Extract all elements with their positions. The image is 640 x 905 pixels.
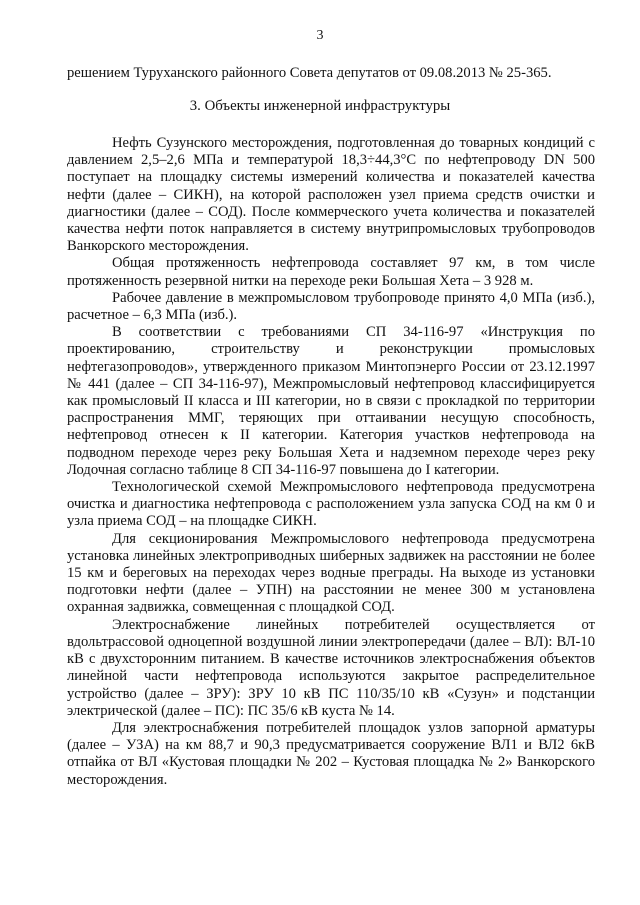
continuation-text: решением Туруханского районного Совета депутатов от 09.08.2013 № 25-365. xyxy=(67,65,552,81)
paragraph-power-supply: Электроснабжение линейных потребителей осуществляется от вдольтрассовой одноцепной воздушной линии электропередачи (далее – ВЛ): ВЛ-10 кВ с двухсторонним питанием. В качестве источников электроснабжения объектов линейной части нефтепровода используются закрытое распределительное устройство (далее – ЗРУ): ЗРУ 10 кВ ПС 110/35/10 кВ «Сузун» и подстанции электрической (далее – ПС): ПС 35/6 кВ куста № 14. xyxy=(67,616,595,719)
section-heading: 3. Объекты инженерной инфраструктуры xyxy=(189,98,451,114)
paragraph-valve-stations-power: Для электроснабжения потребителей площадок узлов запорной арматуры (далее – УЗА) на км 88,7 и 90,3 предусматривается сооружение ВЛ1 и ВЛ2 6кВ отпайка от ВЛ «Кустовая площадки № 202 – Кустовая площадка № 2» Ванкорского месторождения. xyxy=(67,719,595,788)
page-number: 3 xyxy=(316,28,324,43)
body-text xyxy=(67,135,595,789)
paragraph-technological-scheme: Технологической схемой Межпромыслового нефтепровода предусмотрена очистка и диагностика нефтепровода с расположением узла запуска СОД на км 0 и узла приема СОД – на площадке СИКН. xyxy=(67,479,595,530)
paragraph-classification: В соответствии с требованиями СП 34-116-97 «Инструкция по проектированию, строительству и реконструкции промысловых нефтегазопроводов», утвержденного приказом Минтопэнерго России от 23.12.1997 № 441 (далее – СП 34-116-97), Межпромысловый нефтепровод классифицируется как промысловый II класса и III категории, но в связи с прокладкой по территории распространения ММГ, теряющих при оттаивании несущую способность, нефтепровод отнесен к II категории. Категория участков нефтепровода на подводном переходе через реку Большая Хета и надземном переходе через реку Лодочная согласно таблице 8 СП 34-116-97 повышена до I категории. xyxy=(67,324,595,478)
paragraph-sectioning: Для секционирования Межпромыслового нефтепровода предусмотрена установка линейных электроприводных шиберных задвижек на расстоянии не более 15 км и береговых на переходах через водные преграды. На выходе из установки подготовки нефти (далее – УПН) на расстоянии не менее 300 м установлена охранная задвижка, совмещенная с площадкой СОД. xyxy=(67,530,595,616)
paragraph-working-pressure: Рабочее давление в межпромысловом трубопроводе принято 4,0 МПа (изб.), расчетное – 6,3 МПа (изб.). xyxy=(67,289,595,324)
paragraph-oil-flow: Нефть Сузунского месторождения, подготовленная до товарных кондиций с давлением 2,5–2,6 МПа и температурой 18,3÷44,3°С по нефтепроводу DN 500 поступает на площадку системы измерений количества и показателей качества нефти (далее – СИКН), на которой расположен узел приема средств очистки и диагностики (далее – СОД). После коммерческого учета количества и показателей качества нефти поток направляется в систему внутрипромысловых трубопроводов Ванкорского месторождения. xyxy=(67,135,595,255)
paragraph-pipeline-length: Общая протяженность нефтепровода составляет 97 км, в том числе протяженность резервной нитки на переходе реки Большая Хета – 3 928 м. xyxy=(67,255,595,289)
